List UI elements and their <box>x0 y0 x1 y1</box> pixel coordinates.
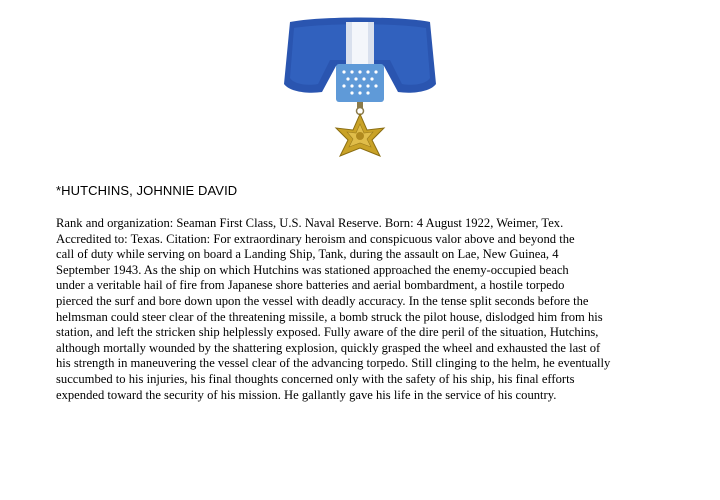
citation-line: under a veritable hail of fire from Japanese shore batteries and aerial bombardment, a hostile torpedo <box>56 278 565 293</box>
citation-line: pierced the surf and bore down upon the vessel with deadly accuracy. In the tense split seconds before the <box>56 293 589 308</box>
recipient-name-heading: *HUTCHINS, JOHNNIE DAVID <box>56 183 238 198</box>
citation-line: Rank and organization: Seaman First Class, U.S. Naval Reserve. Born: 4 August 1922, Weimer, Tex. <box>56 216 564 230</box>
citation-line: his strength in maneuvering the vessel clear of the advancing torpedo. Still clinging to the helm, he eventually <box>56 356 611 371</box>
citation-line: expended toward the security of his mission. He gallantly gave his life in the service of his country. <box>56 387 557 402</box>
citation-line: succumbed to his injuries, his final thoughts concerned only with the safety of his ship, his final efforts <box>56 371 575 386</box>
citation-line: September 1943. As the ship on which Hutchins was stationed approached the enemy-occupied beach <box>56 262 569 277</box>
medal-of-honor-icon <box>280 14 440 174</box>
citation-line: call of duty while serving on board a Landing Ship, Tank, during the assault on Lae, New Guinea, 4 <box>56 247 559 262</box>
medal-graphic <box>280 14 440 174</box>
citation-line: Accredited to: Texas. Citation: For extraordinary heroism and conspicuous valor above and beyond the <box>56 231 575 246</box>
citation-line: although mortally wounded by the shattering explosion, quickly grasped the wheel and exhausted the last of <box>56 340 601 355</box>
star-pad <box>336 64 384 102</box>
citation-line: station, and left the stricken ship helplessly exposed. Fully aware of the dire peril of the situation, Hutchins, <box>56 325 599 340</box>
citation-line: helmsman could steer clear of the threatening missile, a bomb struck the pilot house, dislodged him from his <box>56 309 603 324</box>
citation-text <box>56 216 676 403</box>
